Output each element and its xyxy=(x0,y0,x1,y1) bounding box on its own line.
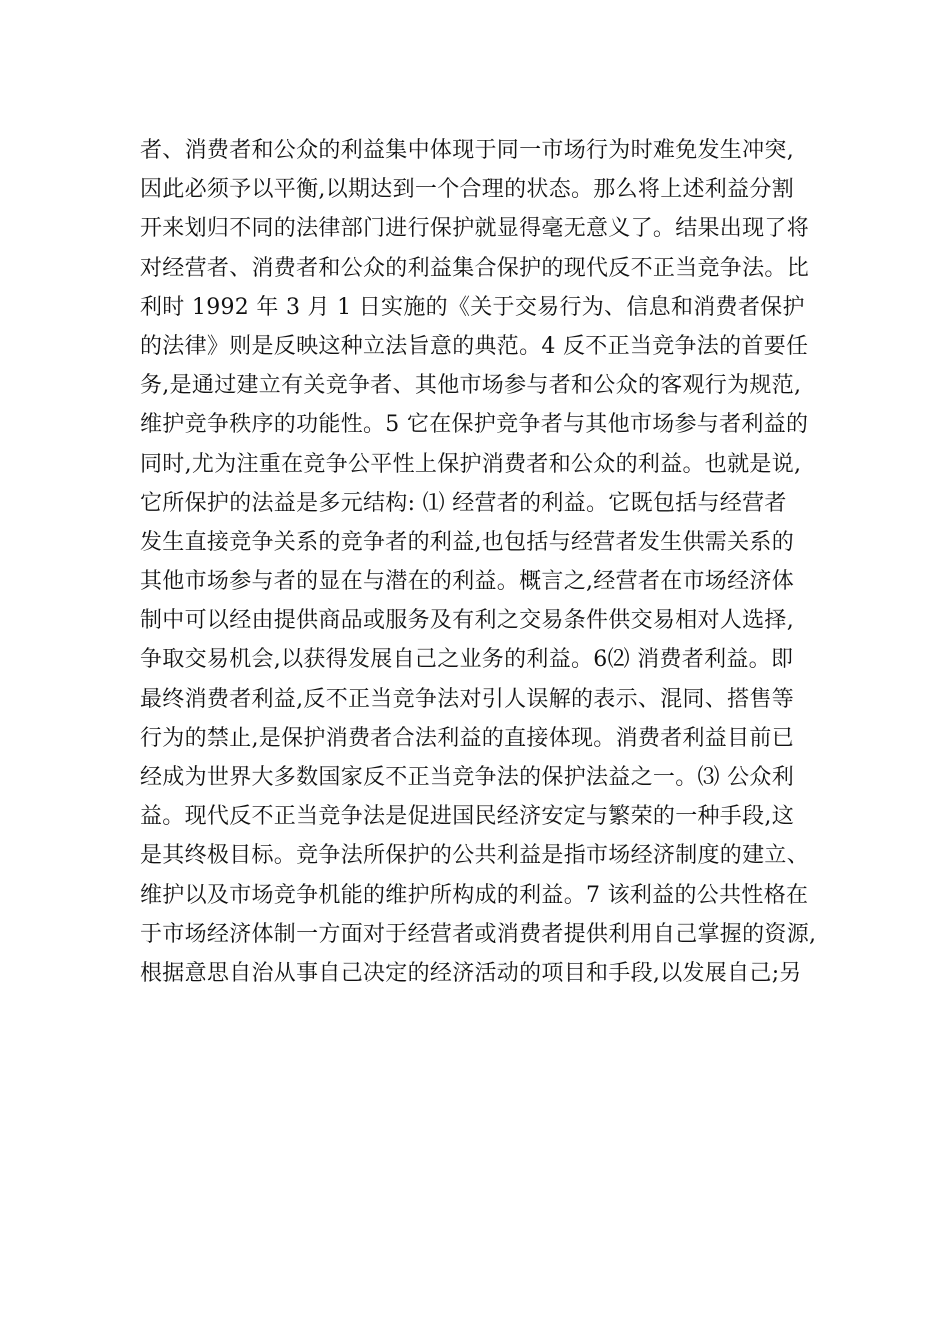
text-line: 同时,尤为注重在竞争公平性上保护消费者和公众的利益。也就是说, xyxy=(140,451,802,477)
text-line: 行为的禁止,是保护消费者合法利益的直接体现。消费者利益目前已 xyxy=(140,725,794,751)
text-line: 经成为世界大多数国家反不正当竞争法的保护法益之一。⑶ 公众利 xyxy=(140,765,794,790)
text-line: 是其终极目标。竞争法所保护的公共利益是指市场经济制度的建立、 xyxy=(140,843,810,869)
text-line: 因此必须予以平衡,以期达到一个合理的状态。那么将上述利益分割 xyxy=(140,177,794,203)
text-line: 利时 1992 年 3 月 1 日实施的《关于交易行为、信息和消费者保护 xyxy=(140,294,805,320)
text-line: 益。现代反不正当竞争法是促进国民经济安定与繁荣的一种手段,这 xyxy=(140,804,794,830)
text-line: 它所保护的法益是多元结构: ⑴ 经营者的利益。它既包括与经营者 xyxy=(140,490,787,516)
text-line: 对经营者、消费者和公众的利益集合保护的现代反不正当竞争法。比 xyxy=(140,255,810,281)
text-line: 其他市场参与者的显在与潜在的利益。概言之,经营者在市场经济体 xyxy=(140,569,794,595)
text-line: 务,是通过建立有关竞争者、其他市场参与者和公众的客观行为规范, xyxy=(140,373,802,399)
text-line: 制中可以经由提供商品或服务及有利之交易条件供交易相对人选择, xyxy=(140,608,794,634)
text-line: 最终消费者利益,反不正当竞争法对引人误解的表示、混同、搭售等 xyxy=(140,686,794,712)
text-line: 维护以及市场竞争机能的维护所构成的利益。7 该利益的公共性格在 xyxy=(140,882,809,908)
text-line: 者、消费者和公众的利益集中体现于同一市场行为时难免发生冲突, xyxy=(140,138,794,163)
text-line: 争取交易机会,以获得发展自己之业务的利益。6⑵ 消费者利益。即 xyxy=(140,647,794,673)
text-line: 发生直接竞争关系的竞争者的利益,也包括与经营者发生供需关系的 xyxy=(140,529,794,555)
text-line: 维护竞争秩序的功能性。5 它在保护竞争者与其他市场参与者利益的 xyxy=(140,412,809,438)
text-line: 根据意思自治从事自己决定的经济活动的项目和手段,以发展自己;另 xyxy=(140,960,802,986)
text-line: 的法律》则是反映这种立法旨意的典范。4 反不正当竞争法的首要任 xyxy=(140,333,809,359)
text-line: 于市场经济体制一方面对于经营者或消费者提供利用自己掌握的资源, xyxy=(140,921,817,947)
text-line: 开来划归不同的法律部门进行保护就显得毫无意义了。结果出现了将 xyxy=(140,216,810,242)
body-text xyxy=(140,131,820,993)
